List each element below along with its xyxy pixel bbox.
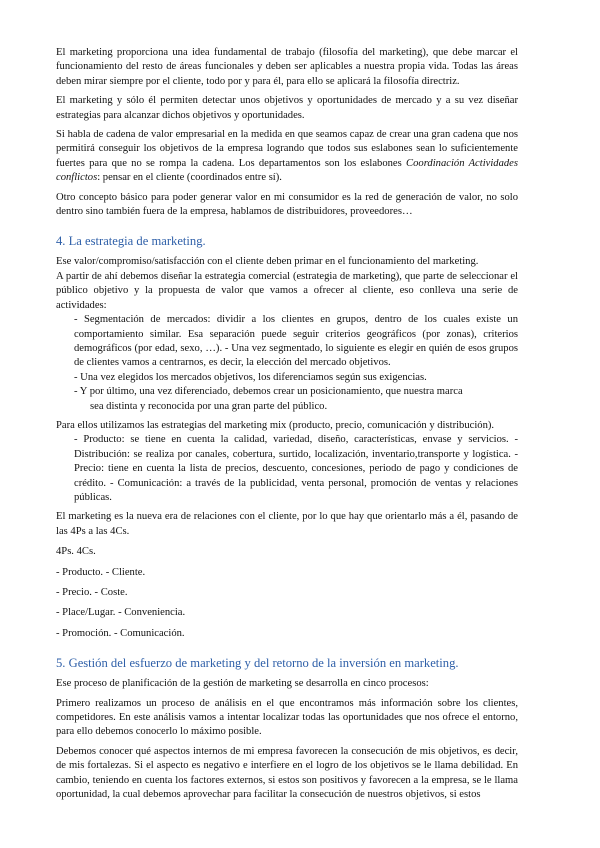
document-page [56,46,518,802]
section-4-heading: 4. La estrategia de marketing. [56,234,206,249]
section-5-paragraph-2: Primero realizamos un proceso de análisis en el que encontramos más información sobre los clientes, competidores. En este análisis vamos a intentar localizar todas las oportunidades que nos ofrece el entorno, para ello debemos conocerlo lo máximo posible. [56,697,518,738]
list-item: - Una vez elegidos los mercados objetivos, los diferenciamos según sus exigencias. [74,371,427,383]
intro-paragraph-3-italic: Coordinación Actividades conflictos [56,157,518,184]
pair-line: - Promoción. - Comunicación. [56,627,185,639]
strategy-activities-list [56,313,518,414]
intro-paragraph-3 [56,128,518,186]
marketing-mix-list [56,433,518,505]
pair-line: - Precio. - Coste. [56,587,128,598]
intro-paragraph-2: El marketing y sólo él permiten detectar unos objetivos y oportunidades de mercado y a su vez diseñar estrategias para alcanzar dichos objetivos y oportunidades. [56,95,518,121]
section-5-paragraph-3: Debemos conocer qué aspectos internos de mi empresa favorecen la consecución de mis objetivos, es decir, de mis fortalezas. Si el aspecto es negativo e interfiere en el logro de los objetivos se le llama debilidad. En cambio, teniendo en cuenta los factores externos, si estos son positivos y favorecen a la empresa, se le llama oportunidad, la cual debemos aprovechar para facilitar la consecución de nuestros objetivos, si estos [56,745,518,801]
pair-line: - Place/Lugar. - Conveniencia. [56,607,186,619]
section-4-paragraph-1-line-1: Ese valor/compromiso/satisfacción con el cliente deben primar en el funcionamiento del marketing. [56,256,479,268]
pair-line: 4Ps. 4Cs. [56,546,96,558]
list-item: - Producto: se tiene en cuenta la calidad, variedad, diseño, características, envase y servicios. - Distribución: se realiza por canales, cobertura, surtido, localización, inventario,transporte y logística. - Precio: tiene en cuenta la lista de precios, descuento, concesiones, periodo de pago y condiciones de crédito. - Comunicación: a través de la publicidad, venta personal, promoción de ventas y relaciones públicas. [74,434,518,503]
section-5-heading: 5. Gestión del esfuerzo de marketing y del retorno de la inversión en marketing. [56,656,459,671]
ps-cs-pairs [56,545,518,641]
list-item: - Segmentación de mercados: dividir a los clientes en grupos, dentro de los cuales existe un comportamiento similar. Esa separación puede seguir criterios geográficos (por zonas), criterios demográficos (por edad, sexo, …). - Una vez segmentado, lo siguiente es elegir en quién de esos grupos de clientes vamos a centrarnos, es decir, la elección del mercado objetivos. [74,314,518,369]
pair-line: - Producto. - Cliente. [56,566,146,578]
section-4-paragraph-2: Para ellos utilizamos las estrategias del marketing mix (producto, precio, comunicación y distribución). [56,419,495,431]
section-4-paragraph-1 [56,255,518,313]
list-item-continuation: sea distinta y reconocida por una gran parte del público. [90,400,328,412]
section-4-paragraph-1-line-2: A partir de ahí debemos diseñar la estrategia comercial (estrategia de marketing), que parte de seleccionar el público objetivo y la propuesta de valor que vamos a ofrecer al cliente, eso conlleva una serie de actividades: [56,270,518,311]
list-item: - Y por último, una vez diferenciado, debemos crear un posicionamiento, que nuestra marca [74,386,463,398]
intro-paragraph-1: El marketing proporciona una idea fundamental de trabajo (filosofía del marketing), que debe marcar el funcionamiento del resto de áreas funcionales y deben ser aplicables a nuestra propia vida. Todas las áreas deben mirar siempre por el cliente, todo por y para él, para ello se aplicará la filosofía directriz. [56,47,518,87]
section-5-paragraph-1: Ese proceso de planificación de la gestión de marketing se desarrolla en cinco procesos: [56,678,429,690]
intro-paragraph-3-text-b: : pensar en el cliente (coordinados entre sí). [97,172,282,184]
intro-paragraph-4: Otro concepto básico para poder generar valor en mi consumidor es la red de generación de valor, no solo dentro sino también fuera de la empresa, hablamos de distribuidores, proveedores… [56,191,518,218]
intro-paragraph-3-text-a: Si habla de cadena de valor empresarial en la medida en que seamos capaz de crear una gran cadena que nos permitirá conseguir los objetivos de la empresa logrando que todos sus eslabones sean lo suficientemente fuertes para que no se rompa la cadena. Los departamentos son los eslabones [56,129,518,169]
section-4-paragraph-3: El marketing es la nueva era de relaciones con el cliente, por lo que hay que orientarlo más a él, pasando de las 4Ps a las 4Cs. [56,511,518,537]
